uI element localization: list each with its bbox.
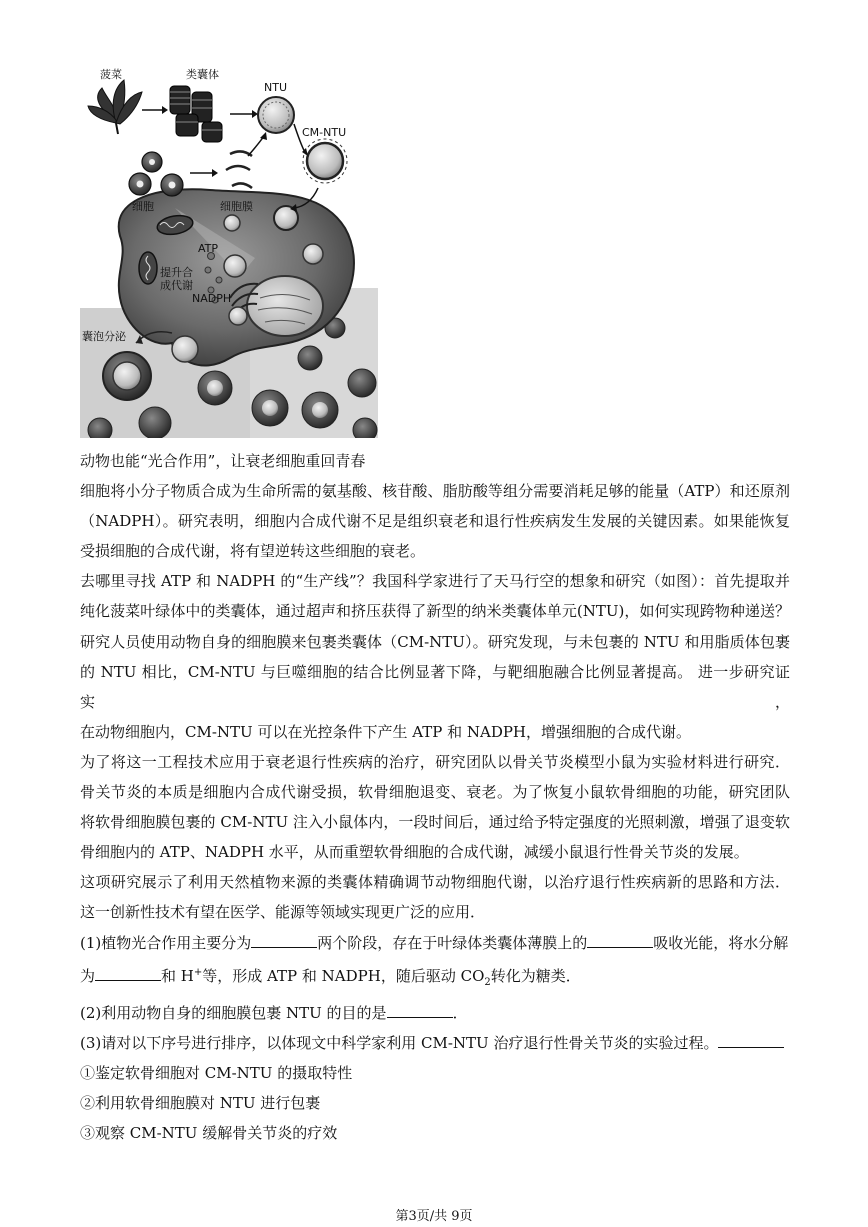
question-1-line-1 — [80, 928, 790, 958]
article-line: 为了将这一工程技术应用于衰老退行性疾病的治疗，研究团队以骨关节炎模型小鼠为实验材料进行研究． — [80, 752, 790, 771]
q1-sub: 2 — [484, 976, 491, 988]
q1-blank-1[interactable] — [251, 930, 317, 948]
article-line: 去哪里寻找 ATP 和 NADPH 的“生产线”？我国科学家进行了天马行空的想象和研究（如图）：首先提取并 — [80, 572, 790, 591]
q1-text-c: 吸收光能，将水分解 — [653, 933, 789, 952]
article-line: （NADPH）。研究表明，细胞内合成代谢不足是组织衰老和退行性疾病发生发展的关键因素。如果能恢复 — [80, 512, 790, 531]
page-number: 第3页/共 9页 — [395, 1209, 473, 1224]
q3-text: (3)请对以下序号进行排序，以体现文中科学家利用 CM-NTU 治疗退行性骨关节炎的实验过程。 — [80, 1033, 719, 1052]
article-line: 骨细胞内的 ATP、NADPH 水平，从而重塑软骨细胞的合成代谢，减缓小鼠退行性骨关节炎的发展。 — [80, 843, 749, 862]
article-line: 这项研究展示了利用天然植物来源的类囊体精确调节动物细胞代谢，以治疗退行性疾病新的思路和方法． — [80, 873, 790, 892]
q1-blank-3[interactable] — [95, 963, 161, 981]
question-2 — [80, 998, 790, 1028]
article-line: 纯化菠菜叶绿体中的类囊体，通过超声和挤压获得了新型的纳米类囊体单元(NTU)，如何实现跨物种递送？ — [80, 602, 790, 621]
q1-blank-2[interactable] — [587, 930, 653, 948]
label-thylakoid: 类囊体 — [186, 68, 219, 81]
article-line: 细胞将小分子物质合成为生命所需的氨基酸、核苷酸、脂肪酸等组分需要消耗足够的能量（ATP）和还原剂 — [80, 482, 790, 501]
label-cell: 细胞 — [132, 200, 154, 213]
article-title: 动物也能“光合作用”，让衰老细胞重回青春 — [80, 452, 366, 470]
q2-blank[interactable] — [387, 1000, 453, 1018]
q3-blank[interactable] — [718, 1030, 784, 1048]
q1-sup: + — [193, 966, 203, 978]
article-line: 研究人员使用动物自身的细胞膜来包裹类囊体（CM-NTU）。研究发现，与未包裹的 NTU 和用脂质体包裹 — [80, 632, 790, 651]
label-ntu: NTU — [264, 81, 287, 94]
label-cm-ntu: CM-NTU — [302, 126, 347, 139]
question-1-line-2 — [80, 958, 790, 998]
q1-text-e: 和 H — [161, 966, 194, 985]
article-line: 受损细胞的合成代谢，将有望逆转这些细胞的衰老。 — [80, 542, 426, 561]
question-3 — [80, 1028, 790, 1058]
label-nadph: NADPH — [192, 292, 232, 305]
q3-option: ①鉴定软骨细胞对 CM-NTU 的摄取特性 — [80, 1063, 353, 1082]
article-line: 将软骨细胞膜包裹的 CM-NTU 注入小鼠体内，一段时间后，通过给予特定强度的光照刺激，增强了退变软 — [80, 813, 790, 832]
q2-text-a: (2)利用动物自身的细胞膜包裹 NTU 的目的是 — [80, 1003, 387, 1022]
q1-text-f: 等，形成 ATP 和 NADPH，随后驱动 CO — [202, 966, 485, 985]
article-line: 在动物细胞内，CM-NTU 可以在光控条件下产生 ATP 和 NADPH，增强细胞的合成代谢。 — [80, 722, 692, 741]
q1-text-b: 两个阶段，存在于叶绿体类囊体薄膜上的 — [317, 933, 588, 952]
q2-text-b: ． — [452, 1003, 468, 1022]
q1-text-g: 转化为糖类． — [490, 966, 581, 985]
label-enhance-1: 提升合 — [160, 266, 193, 279]
article — [80, 446, 790, 1148]
article-line: 这一创新性技术有望在医学、能源等领域实现更广泛的应用． — [80, 903, 486, 922]
article-line: 的 NTU 相比，CM-NTU 与巨噬细胞的结合比例显著下降，与靶细胞融合比例显著提高。 进一步研究证实， — [80, 662, 790, 711]
label-vesicle-secretion: 囊泡分泌 — [82, 330, 126, 343]
label-enhance-2: 成代谢 — [160, 279, 193, 292]
label-atp: ATP — [198, 242, 219, 255]
ntu-process-figure — [80, 58, 378, 438]
q1-text-d: 为 — [80, 966, 96, 985]
q3-option: ③观察 CM-NTU 缓解骨关节炎的疗效 — [80, 1124, 338, 1143]
label-spinach: 菠菜 — [100, 68, 122, 81]
label-cell-membrane: 细胞膜 — [220, 200, 253, 213]
article-line: 骨关节炎的本质是细胞内合成代谢受损，软骨细胞退变、衰老。为了恢复小鼠软骨细胞的功能，研究团队 — [80, 783, 790, 802]
q1-text-a: (1)植物光合作用主要分为 — [80, 933, 252, 952]
q3-option: ②利用软骨细胞膜对 NTU 进行包裹 — [80, 1093, 321, 1112]
